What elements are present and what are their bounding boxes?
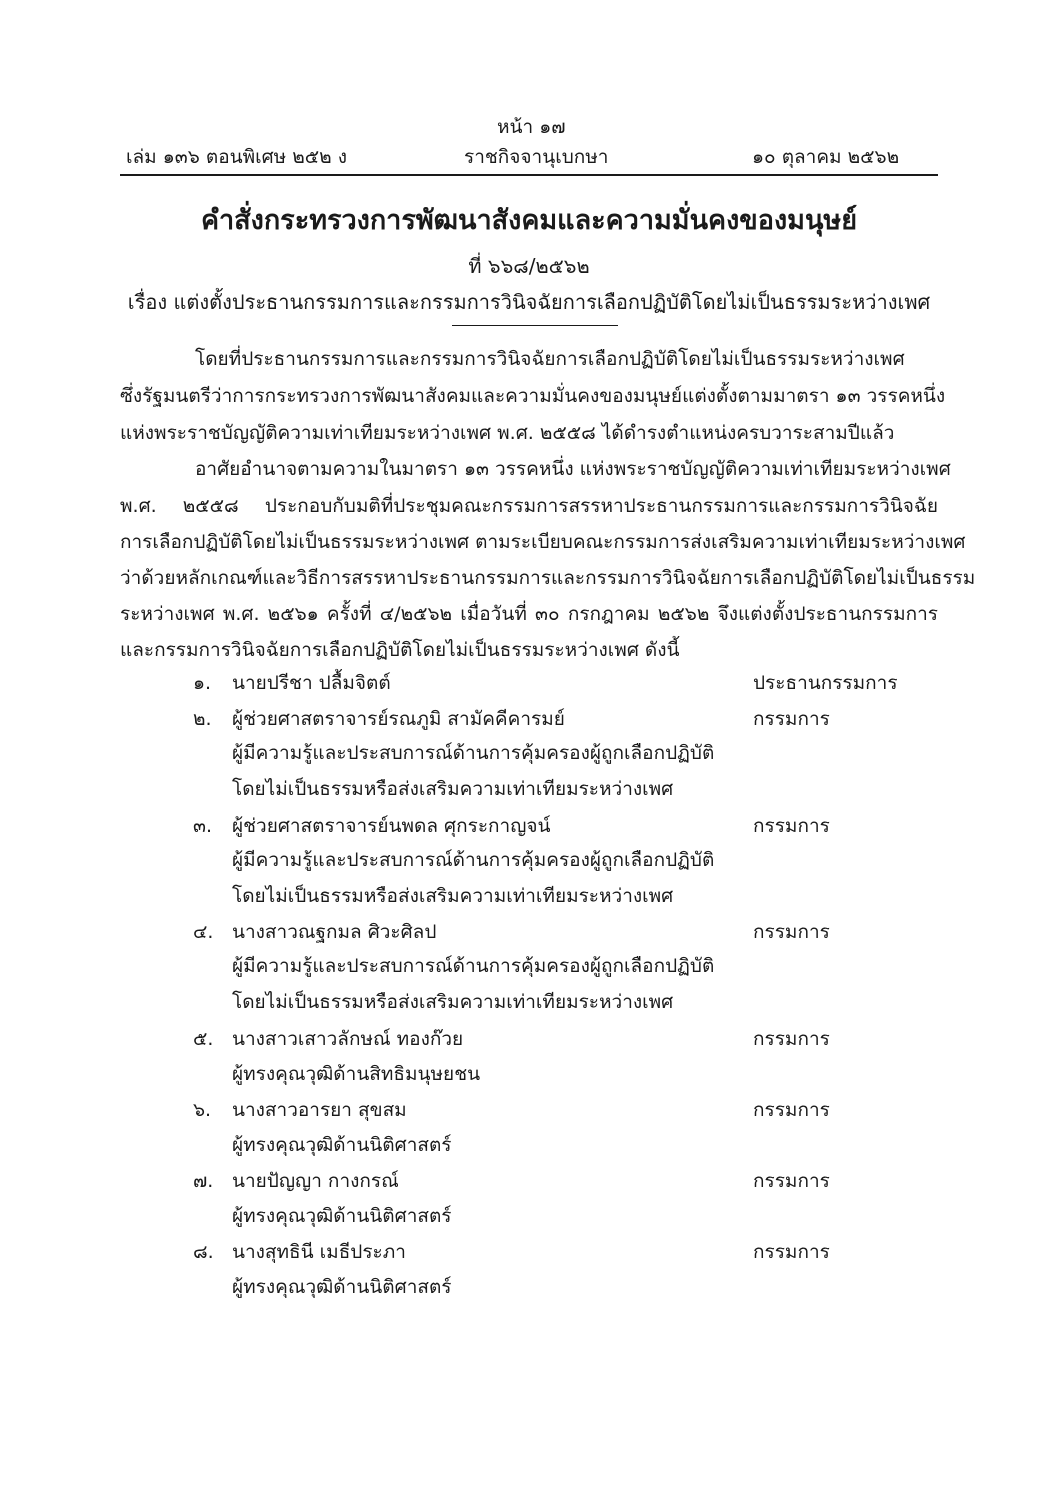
page-number: หน้า ๑๗ xyxy=(497,116,566,138)
member-name: นางสาวณฐกมล ศิวะศิลป xyxy=(232,921,437,943)
member-qualification: ผู้มีความรู้และประสบการณ์ด้านการคุ้มครองผู้ถูกเลือกปฏิบัติ xyxy=(232,849,715,871)
member-qualification: โดยไม่เป็นธรรมหรือส่งเสริมความเท่าเทียมระหว่างเพศ xyxy=(232,991,674,1013)
member-name: ผู้ช่วยศาสตราจารย์รณภูมิ สามัคคีคารมย์ xyxy=(232,708,565,730)
member-role: กรรมการ xyxy=(753,1241,830,1263)
member-role: กรรมการ xyxy=(753,815,830,837)
member-number: ๑. xyxy=(193,672,212,694)
member-role: กรรมการ xyxy=(753,1028,830,1050)
member-qualification: โดยไม่เป็นธรรมหรือส่งเสริมความเท่าเทียมระหว่างเพศ xyxy=(232,778,674,800)
gazette-name: ราชกิจจานุเบกษา xyxy=(464,146,609,168)
paragraph-line: พ.ศ. ๒๕๕๘ ประกอบกับมติที่ประชุมคณะกรรมการสรรหาประธานกรรมการและกรรมการวินิจฉัย xyxy=(120,495,938,517)
title-divider xyxy=(452,325,618,326)
paragraph-line: ว่าด้วยหลักเกณฑ์และวิธีการสรรหาประธานกรรมการและกรรมการวินิจฉัยการเลือกปฏิบัติโดยไม่เป็นธรรม xyxy=(120,567,976,589)
member-role: กรรมการ xyxy=(753,921,830,943)
paragraph-line: โดยที่ประธานกรรมการและกรรมการวินิจฉัยการเลือกปฏิบัติโดยไม่เป็นธรรมระหว่างเพศ xyxy=(195,348,905,370)
volume-info: เล่ม ๑๓๖ ตอนพิเศษ ๒๕๒ ง xyxy=(126,146,347,168)
paragraph-line: การเลือกปฏิบัติโดยไม่เป็นธรรมระหว่างเพศ ตามระเบียบคณะกรรมการส่งเสริมความเท่าเทียมระหว่างเพศ xyxy=(120,531,966,553)
paragraph-2 xyxy=(120,452,976,672)
paragraph-line: ซึ่งรัฐมนตรีว่าการกระทรวงการพัฒนาสังคมและความมั่นคงของมนุษย์แต่งตั้งตามมาตรา ๑๓ วรรคหนึ่ง xyxy=(120,385,946,407)
member-name: นายปรีชา ปลื้มจิตต์ xyxy=(232,672,391,694)
member-number: ๕. xyxy=(193,1028,214,1050)
order-subject: เรื่อง แต่งตั้งประธานกรรมการและกรรมการวินิจฉัยการเลือกปฏิบัติโดยไม่เป็นธรรมระหว่างเพศ xyxy=(127,290,931,314)
order-number: ที่ ๖๖๘/๒๕๖๒ xyxy=(468,254,590,278)
header-rule xyxy=(120,174,938,176)
publication-date: ๑๐ ตุลาคม ๒๕๖๒ xyxy=(752,146,900,168)
document-title: คำสั่งกระทรวงการพัฒนาสังคมและความมั่นคงของมนุษย์ xyxy=(200,205,858,236)
member-qualification: โดยไม่เป็นธรรมหรือส่งเสริมความเท่าเทียมระหว่างเพศ xyxy=(232,885,674,907)
member-name: นางสุทธินี เมธีประภา xyxy=(232,1241,406,1263)
member-qualification: ผู้ทรงคุณวุฒิด้านสิทธิมนุษยชน xyxy=(232,1063,481,1085)
member-qualification: ผู้มีความรู้และประสบการณ์ด้านการคุ้มครองผู้ถูกเลือกปฏิบัติ xyxy=(232,955,715,977)
member-name: ผู้ช่วยศาสตราจารย์นพดล ศุกระกาญจน์ xyxy=(232,815,551,837)
paragraph-line: และกรรมการวินิจฉัยการเลือกปฏิบัติโดยไม่เป็นธรรมระหว่างเพศ ดังนี้ xyxy=(120,639,680,661)
member-number: ๔. xyxy=(193,921,214,943)
member-role: กรรมการ xyxy=(753,1099,830,1121)
paragraph-line: ระหว่างเพศ พ.ศ. ๒๕๖๑ ครั้งที่ ๔/๒๕๖๒ เมื่อวันที่ ๓๐ กรกฎาคม ๒๕๖๒ จึงแต่งตั้งประธานกรรมการ xyxy=(120,603,938,625)
paragraph-line: อาศัยอำนาจตามความในมาตรา ๑๓ วรรคหนึ่ง แห่งพระราชบัญญัติความเท่าเทียมระหว่างเพศ xyxy=(195,458,951,480)
member-role: ประธานกรรมการ xyxy=(753,672,898,694)
paragraph-line: แห่งพระราชบัญญัติความเท่าเทียมระหว่างเพศ พ.ศ. ๒๕๕๘ ได้ดำรงตำแหน่งครบวาระสามปีแล้ว xyxy=(120,422,895,444)
member-qualification: ผู้ทรงคุณวุฒิด้านนิติศาสตร์ xyxy=(232,1134,452,1156)
member-number: ๖. xyxy=(193,1099,212,1121)
member-qualification: ผู้ทรงคุณวุฒิด้านนิติศาสตร์ xyxy=(232,1205,452,1227)
member-qualification: ผู้มีความรู้และประสบการณ์ด้านการคุ้มครองผู้ถูกเลือกปฏิบัติ xyxy=(232,742,715,764)
member-name: นางสาวเสาวลักษณ์ ทองก๊วย xyxy=(232,1028,464,1050)
member-number: ๒. xyxy=(193,708,212,730)
member-number: ๗. xyxy=(193,1170,214,1192)
member-role: กรรมการ xyxy=(753,708,830,730)
member-name: นายปัญญา กางกรณ์ xyxy=(232,1170,399,1192)
member-qualification: ผู้ทรงคุณวุฒิด้านนิติศาสตร์ xyxy=(232,1276,452,1298)
member-role: กรรมการ xyxy=(753,1170,830,1192)
member-number: ๘. xyxy=(193,1241,214,1263)
member-number: ๓. xyxy=(193,815,213,837)
member-name: นางสาวอารยา สุขสม xyxy=(232,1099,407,1121)
